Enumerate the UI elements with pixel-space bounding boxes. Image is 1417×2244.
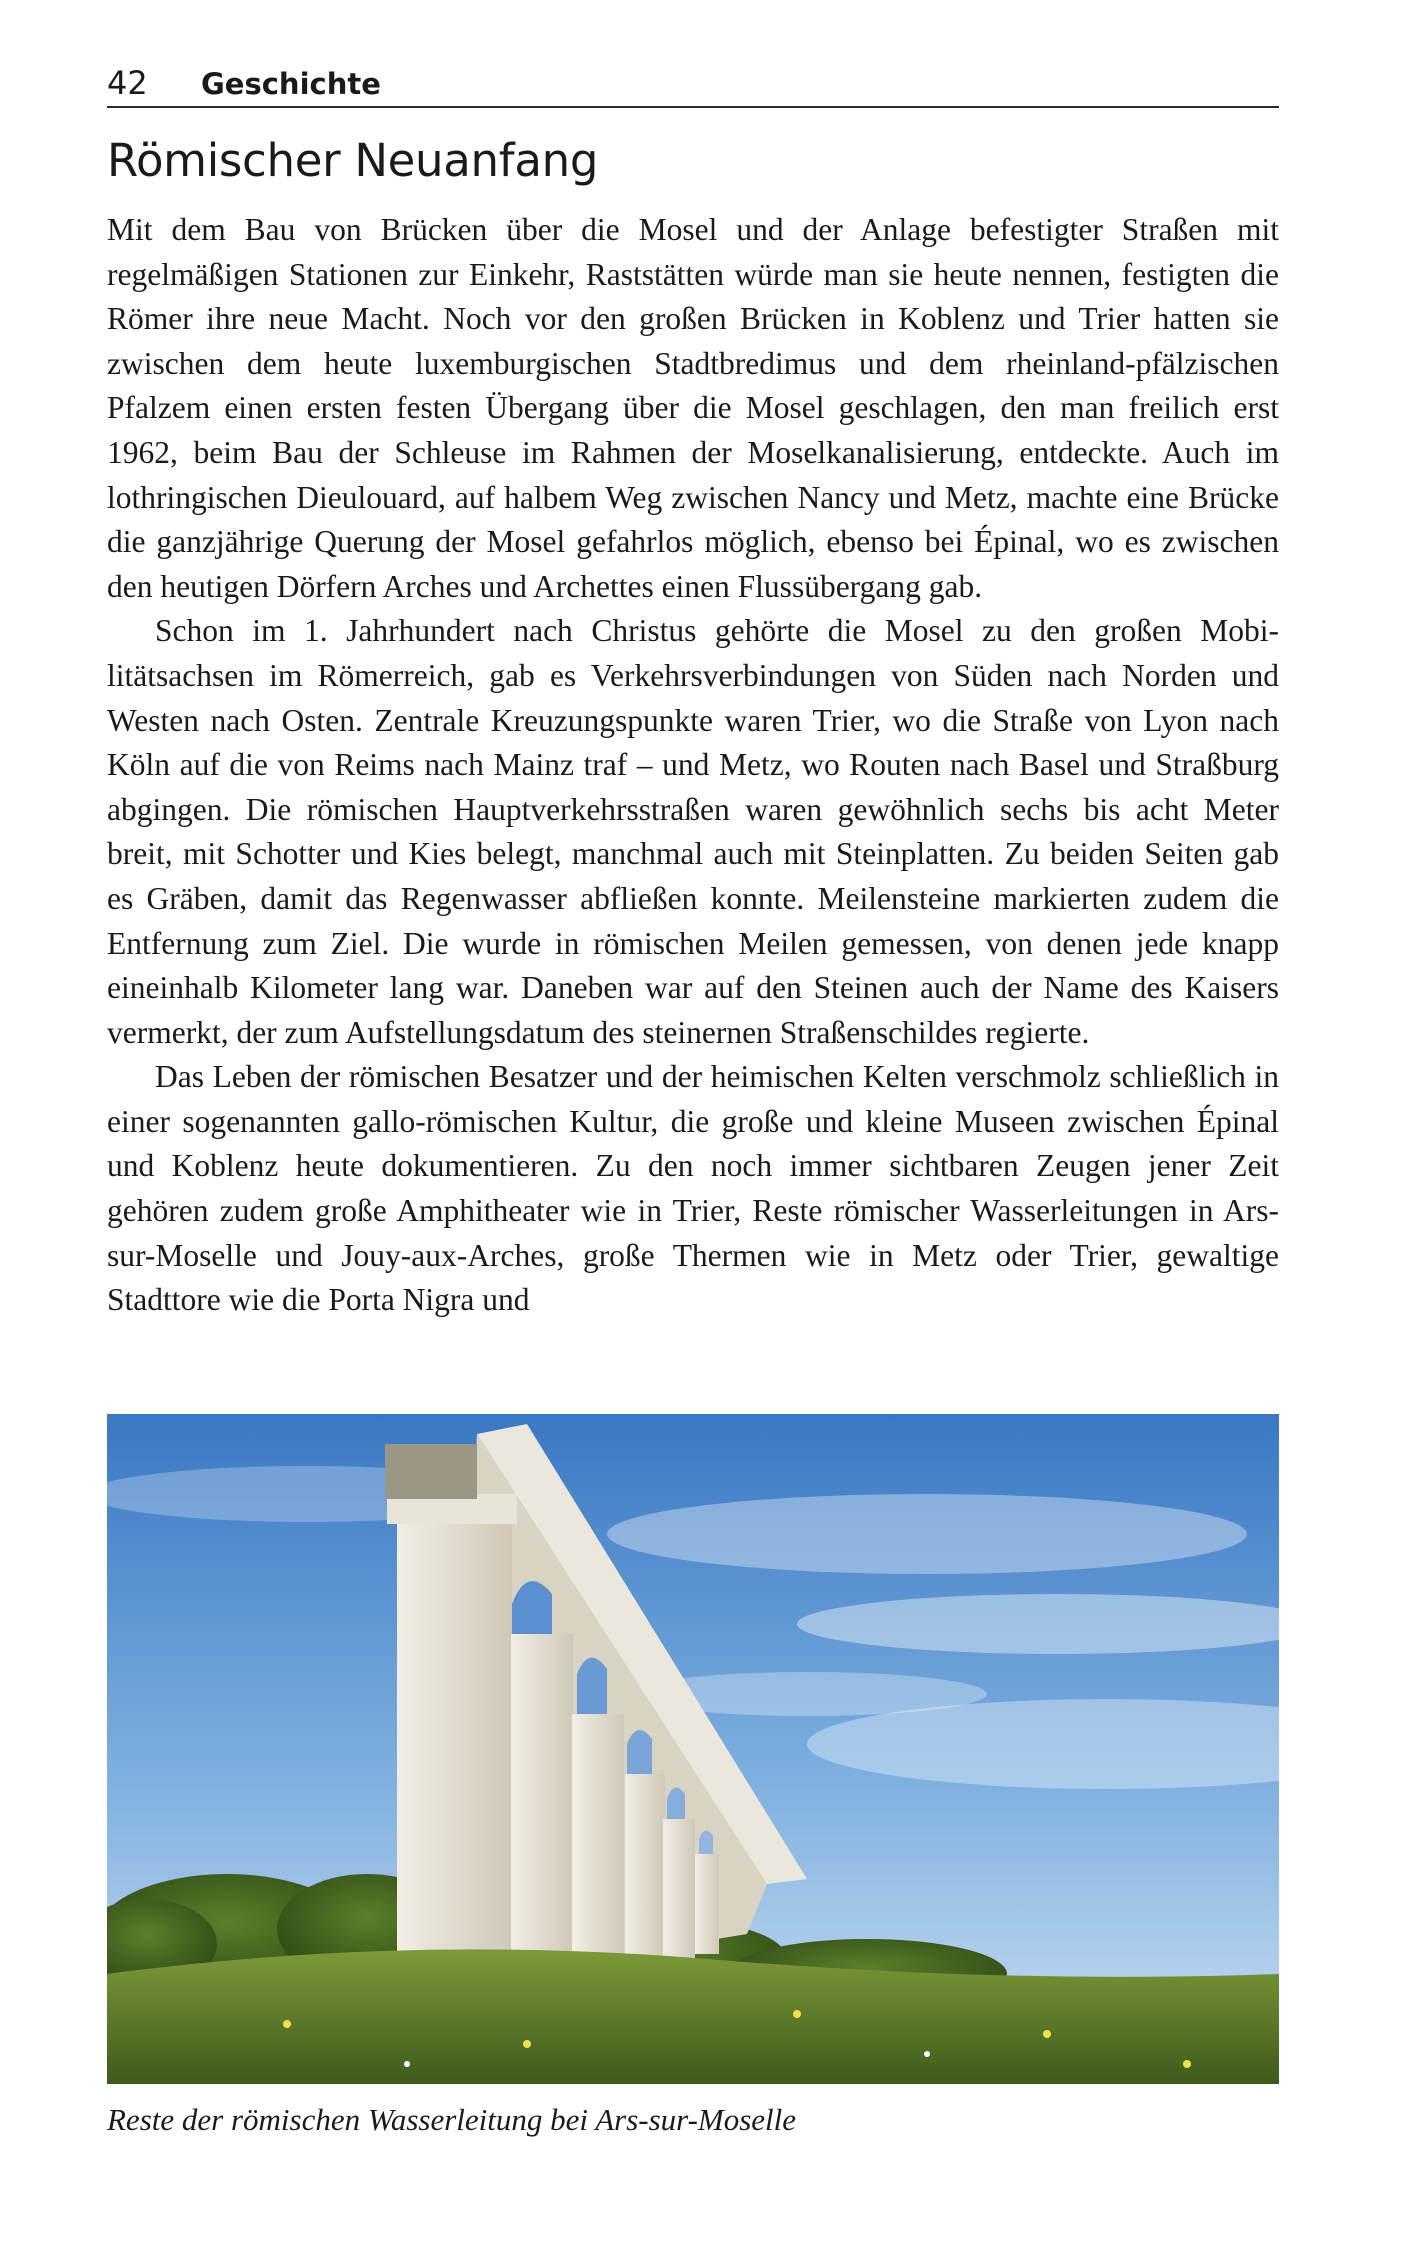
figure-caption: Reste der römischen Wasserleitung bei Ars-sur-Moselle [107,2102,797,2137]
paragraph-2: Schon im 1. Jahrhundert nach Christus gehörte die Mosel zu den großen Mobilitätsachsen im Römerreich, gab es Verkehrsverbindungen von Süden nach Norden und Westen nach Osten. Zentrale Kreuzungspunkte waren Trier, wo die Straße von Lyon nach Köln auf die von Reims nach Mainz traf – und Metz, wo Routen nach Basel und Straßburg abgingen. Die römischen Hauptverkehrsstraßen waren gewöhnlich sechs bis acht Meter breit, mit Schotter und Kies belegt, manchmal auch mit Steinplatten. Zu beiden Seiten gab es Gräben, damit das Regenwasser abfließen konnte. Meilensteine markierten zudem die Entfernung zum Ziel. Die wurde in römischen Meilen gemessen, von denen jede knapp eineinhalb Kilometer lang war. Daneben war auf den Steinen auch der Name des Kaisers vermerkt, der zum Aufstellungsdatum des steinernen Straßenschildes regierte. [107,613,1279,1050]
paragraph-1: Mit dem Bau von Brücken über die Mosel und der Anlage befestigter Straßen mit regelmäßigen Stationen zur Einkehr, Raststätten würde man sie heute nennen, festigten die Römer ihre neue Macht. Noch vor den großen Brücken in Koblenz und Trier hatten sie zwischen dem heute luxemburgischen Stadtbredimus und dem rheinland-pfälzischen Pfalzem einen ersten festen Übergang über die Mosel geschlagen, den man freilich erst 1962, beim Bau der Schleuse im Rahmen der Moselkanalisierung, entdeckte. Auch im lothringischen Dieulouard, auf halbem Weg zwischen Nancy und Metz, machte eine Brücke die ganzjährige Querung der Mosel gefahrlos möglich, ebenso bei Épinal, wo es zwischen den heutigen Dörfern Arches und Archettes einen Flussübergang gab. [107,212,1279,604]
page-number: 42 [107,64,148,102]
paragraph-3: Das Leben der römischen Besatzer und der heimischen Kelten verschmolz schließlich in einer sogenannten gallo-römischen Kultur, die große und kleine Museen zwischen Épinal und Koblenz heute dokumentieren. Zu den noch immer sichtbaren Zeugen jener Zeit gehören zudem große Amphitheater wie in Trier, Reste römischer Wasserleitungen in Ars-sur-Moselle und Jouy-aux-Arches, große Thermen wie in Metz oder Trier, gewaltige Stadttore wie die Porta Nigra und [107,1059,1279,1318]
running-header [107,62,1279,108]
body-text [107,208,1279,1323]
aqueduct-photo [107,1414,1279,2084]
chapter-title: Römischer Neuanfang [107,134,599,187]
running-head: Geschichte [201,67,381,101]
